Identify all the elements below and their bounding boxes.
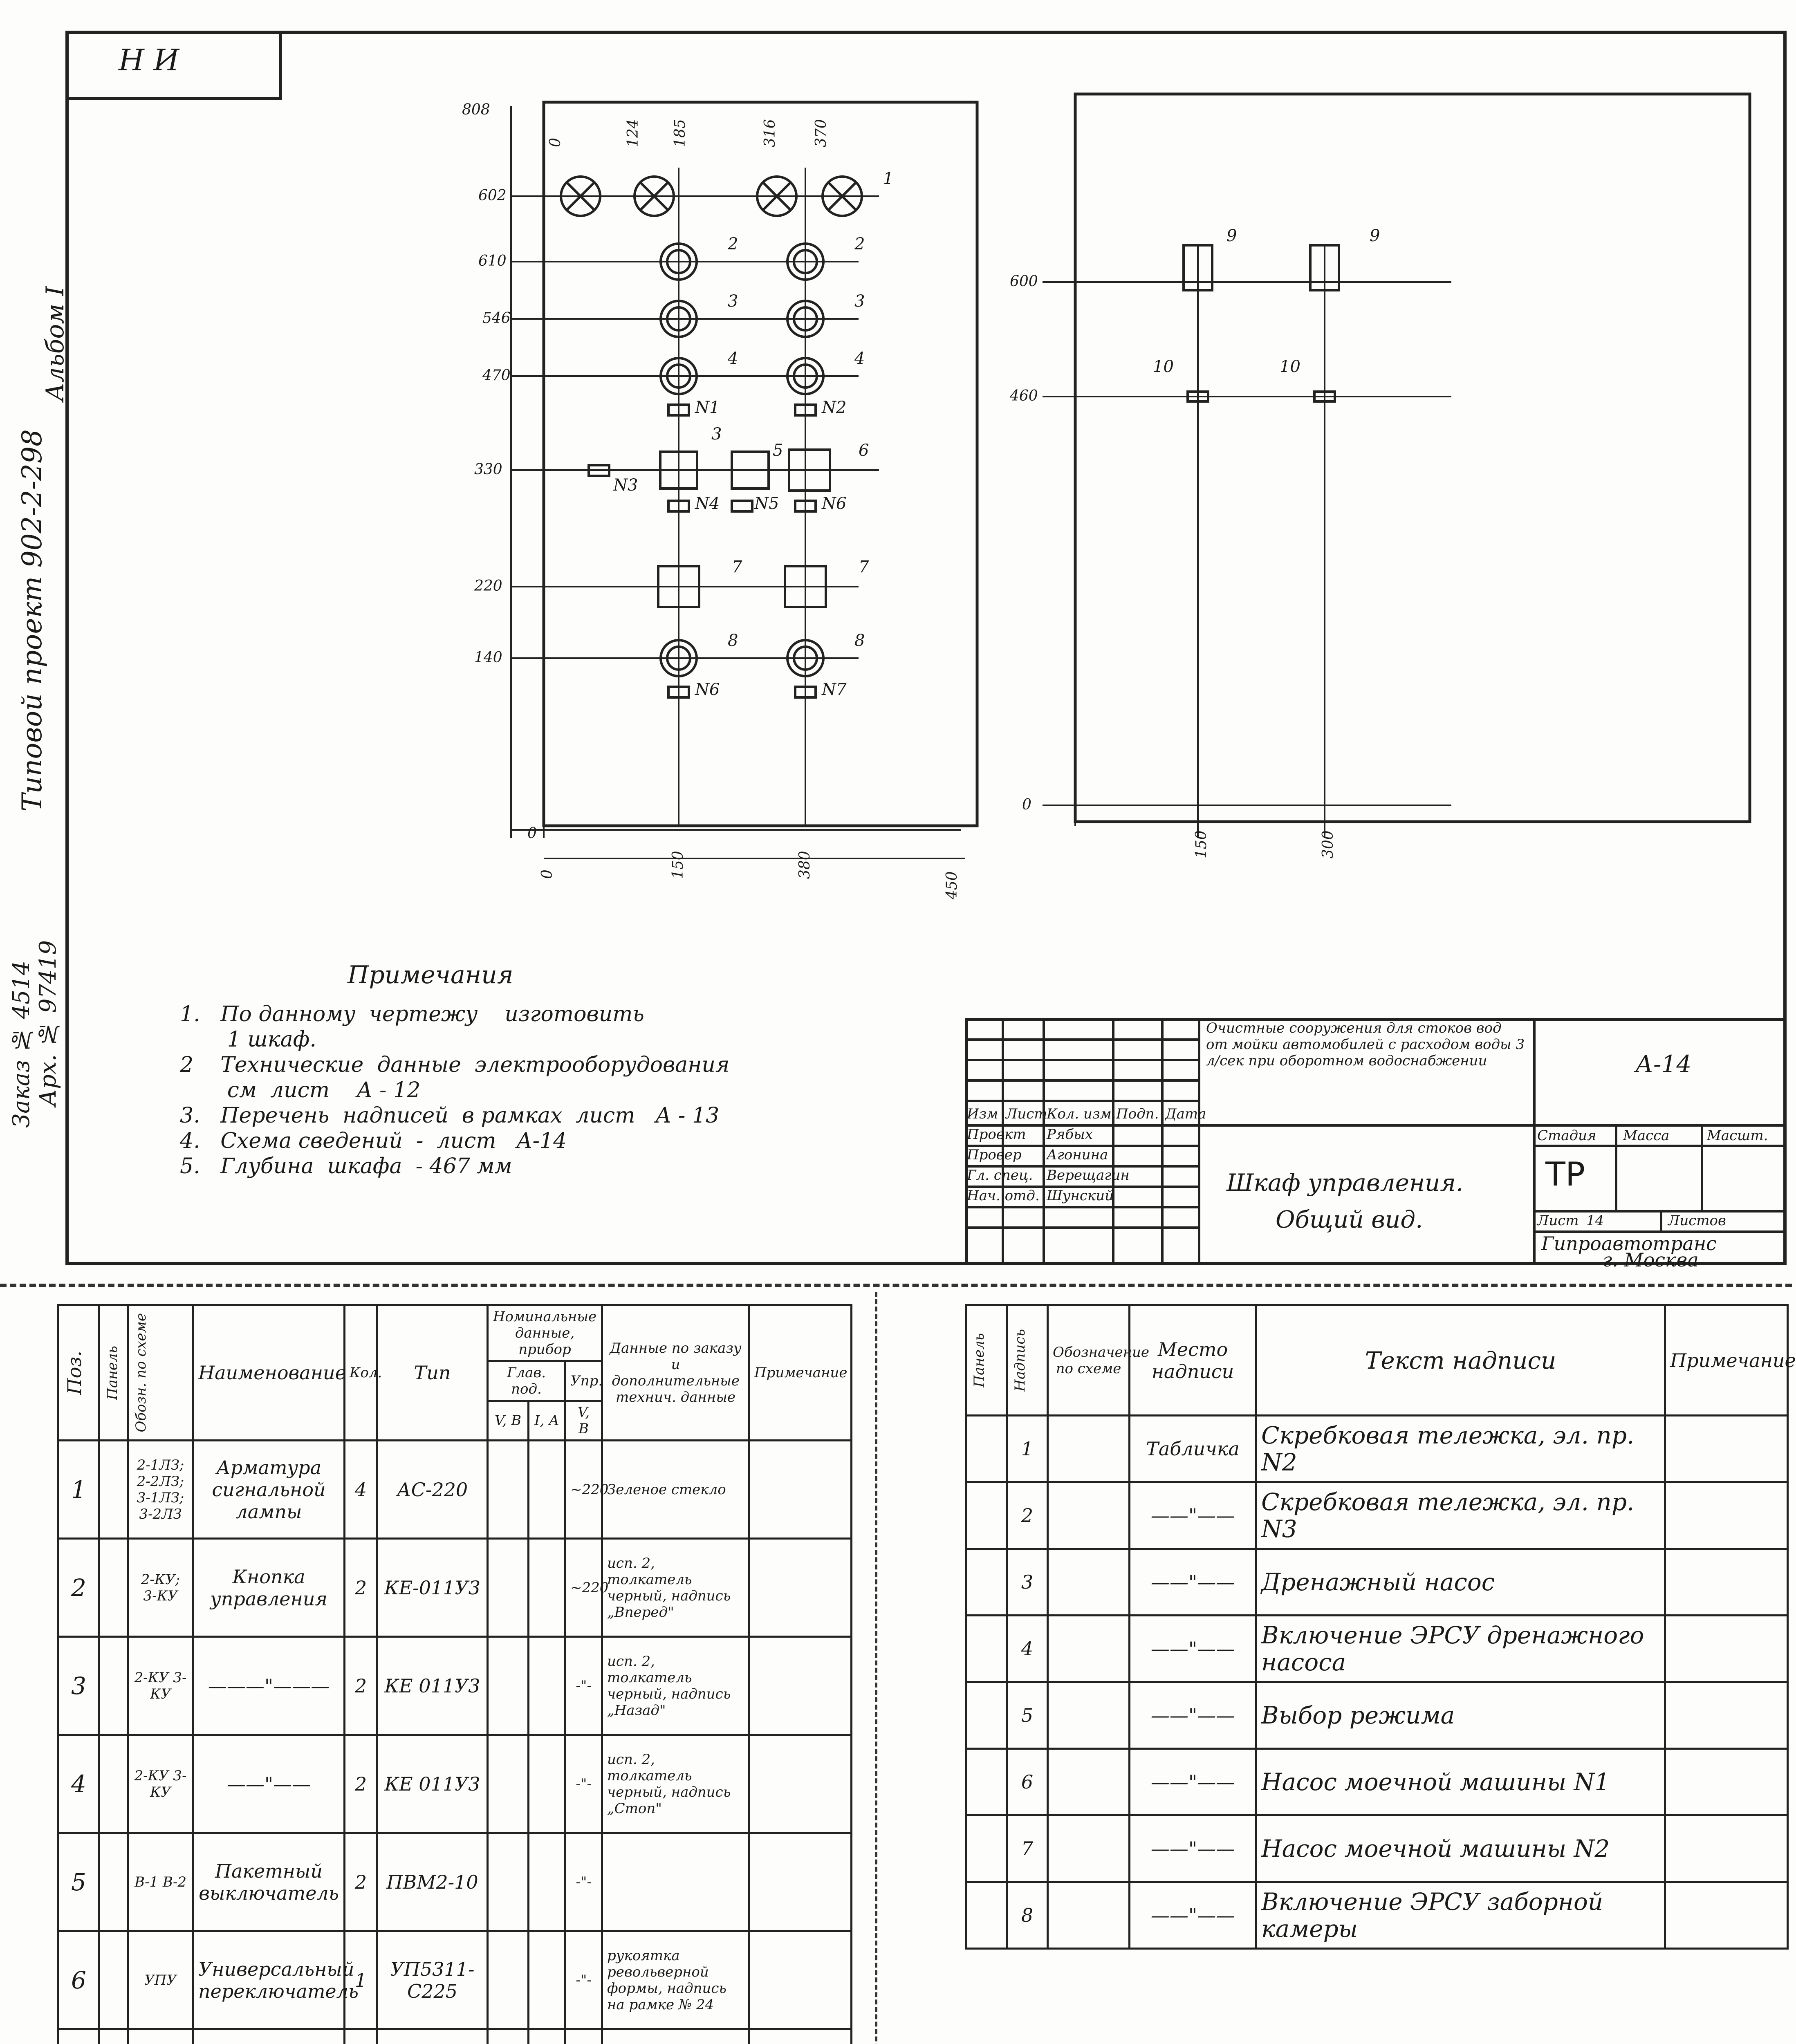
spec-v bbox=[488, 2029, 529, 2044]
inscr-text: Насос моечной машины N1 bbox=[1256, 1749, 1665, 1815]
spec-name: Пакетный выключатель bbox=[193, 1833, 345, 1931]
inscr-panel bbox=[966, 1416, 1007, 1482]
sheet-num: 14 bbox=[1586, 1213, 1604, 1229]
svg-text:N6: N6 bbox=[695, 680, 720, 699]
spec-v2: ~220 bbox=[565, 1441, 602, 1539]
inscr-panel bbox=[966, 1682, 1007, 1749]
inscr-note bbox=[1665, 1416, 1788, 1482]
table-row bbox=[58, 1931, 852, 2029]
inscr-place: Табличка bbox=[1130, 1416, 1256, 1482]
svg-text:460: 460 bbox=[1010, 388, 1038, 404]
inscr-panel bbox=[966, 1882, 1007, 1949]
inscr-panel bbox=[966, 1749, 1007, 1815]
spec-type: УП5311-С225 bbox=[377, 1931, 488, 2029]
notes-list bbox=[180, 1002, 729, 1179]
spec-note bbox=[749, 1441, 852, 1539]
stage-label: Стадия bbox=[1537, 1127, 1596, 1144]
spec-note bbox=[749, 2029, 852, 2044]
svg-text:610: 610 bbox=[478, 253, 507, 269]
album-label: Альбом I bbox=[41, 286, 70, 401]
svg-text:N4: N4 bbox=[695, 494, 720, 513]
inscr-note bbox=[1665, 1815, 1788, 1882]
svg-text:9: 9 bbox=[1226, 226, 1237, 245]
spec-panel bbox=[99, 1735, 128, 1833]
inscr-designation bbox=[1048, 1682, 1130, 1749]
inscr-number: 4 bbox=[1007, 1616, 1048, 1682]
spec-name: Арматура сигнальной лампы bbox=[193, 1441, 345, 1539]
svg-text:124: 124 bbox=[625, 119, 641, 147]
typical-project-label: Типовой проект 902-2-298 bbox=[16, 429, 48, 812]
inscr-place: ——"—— bbox=[1130, 1482, 1256, 1549]
svg-text:0: 0 bbox=[547, 138, 564, 147]
svg-text:8: 8 bbox=[854, 631, 865, 650]
svg-text:470: 470 bbox=[482, 367, 511, 384]
role-label: Проект bbox=[967, 1126, 1026, 1143]
inscr-number: 8 bbox=[1007, 1882, 1048, 1949]
spec-qty: 2 bbox=[345, 1539, 377, 1637]
svg-text:3: 3 bbox=[854, 292, 865, 311]
inscr-text: Дренажный насос bbox=[1256, 1549, 1665, 1616]
col-name: Наименование bbox=[193, 1305, 345, 1441]
svg-text:10: 10 bbox=[1280, 357, 1300, 376]
svg-text:600: 600 bbox=[1010, 273, 1038, 290]
spec-qty: 1 bbox=[345, 1931, 377, 2029]
col-head: Лист bbox=[1006, 1106, 1047, 1122]
spec-note bbox=[749, 1735, 852, 1833]
spec-i bbox=[529, 2029, 565, 2044]
svg-text:N2: N2 bbox=[822, 398, 847, 417]
note-item: 1. По данному чертежу изготовить bbox=[180, 1002, 644, 1026]
note-item: 2 Технические данные электрооборудования bbox=[180, 1053, 730, 1077]
table-row bbox=[58, 1833, 852, 1931]
svg-text:4: 4 bbox=[854, 349, 865, 368]
spec-designation bbox=[128, 2029, 193, 2044]
spec-data: исп. 2, толкатель черный, надпись „Стоп" bbox=[602, 1735, 749, 1833]
sheet-divider-vertical bbox=[875, 1292, 877, 2044]
inscription-table bbox=[965, 1304, 1796, 1950]
spec-i bbox=[529, 1441, 565, 1539]
svg-text:4: 4 bbox=[728, 349, 738, 368]
spec-qty: 2 bbox=[345, 1833, 377, 1931]
col-data: Данные по заказу и дополнительные технич. данные bbox=[602, 1305, 749, 1441]
sheets-label: Листов bbox=[1668, 1213, 1726, 1229]
svg-text:0: 0 bbox=[527, 825, 537, 842]
spec-v2: -"- bbox=[565, 1833, 602, 1931]
inscr-note bbox=[1665, 1482, 1788, 1549]
spec-name: ——"—— bbox=[193, 1735, 345, 1833]
scale-label: Масшт. bbox=[1707, 1127, 1768, 1144]
svg-text:3: 3 bbox=[711, 425, 722, 444]
side-view-drawing bbox=[981, 90, 1758, 867]
sheet-label: Лист bbox=[1537, 1213, 1579, 1229]
col-v2: V, В bbox=[565, 1401, 602, 1441]
table-row bbox=[966, 1549, 1788, 1616]
inscr-note bbox=[1665, 1882, 1788, 1949]
front-view-drawing bbox=[450, 90, 1002, 899]
inscr-note bbox=[1665, 1749, 1788, 1815]
spec-designation: УПУ bbox=[128, 1931, 193, 2029]
spec-v bbox=[488, 1441, 529, 1539]
spec-pos: 4 bbox=[58, 1735, 99, 1833]
svg-text:150: 150 bbox=[670, 851, 686, 879]
inscr-number: 5 bbox=[1007, 1682, 1048, 1749]
svg-text:380: 380 bbox=[796, 851, 813, 879]
inscr-note bbox=[1665, 1549, 1788, 1616]
spec-pos: 6 bbox=[58, 1931, 99, 2029]
inscr-place: ——"—— bbox=[1130, 1749, 1256, 1815]
spec-designation: В-1 В-2 bbox=[128, 1833, 193, 1931]
person-name: Рябых bbox=[1047, 1126, 1093, 1143]
col-i: I, А bbox=[529, 1401, 565, 1441]
table-row bbox=[966, 1682, 1788, 1749]
spec-type: КЕ 011У3 bbox=[377, 1735, 488, 1833]
spec-i bbox=[529, 1539, 565, 1637]
svg-text:0: 0 bbox=[1022, 796, 1031, 813]
note-item: 5. Глубина шкафа - 467 мм bbox=[180, 1154, 512, 1179]
spec-panel bbox=[99, 1637, 128, 1735]
spec-pos: 2 bbox=[58, 1539, 99, 1637]
spec-panel bbox=[99, 1441, 128, 1539]
col-designation: Обозн. по схеме bbox=[133, 1313, 149, 1432]
svg-text:330: 330 bbox=[474, 461, 502, 478]
inscr-designation bbox=[1048, 1482, 1130, 1549]
svg-text:546: 546 bbox=[482, 310, 511, 327]
inscr-panel bbox=[966, 1616, 1007, 1682]
spec-designation: 2-КУ; 3-КУ bbox=[128, 1539, 193, 1637]
spec-v2: -"- bbox=[565, 1735, 602, 1833]
col-nom-ctrl: Упр. bbox=[565, 1361, 602, 1401]
spec-pos: 1 bbox=[58, 1441, 99, 1539]
col-type: Тип bbox=[377, 1305, 488, 1441]
svg-text:0: 0 bbox=[539, 870, 556, 879]
spec-qty: 2 bbox=[345, 1735, 377, 1833]
object-text: Очистные сооружения для стоков вод от мойки автомобилей с расходом воды 3 л/сек при оборотном водоснабжении bbox=[1206, 1020, 1525, 1069]
inscr-text: Включение ЭРСУ дренажного насоса bbox=[1256, 1616, 1665, 1682]
inscr-panel bbox=[966, 1482, 1007, 1549]
svg-text:300: 300 bbox=[1320, 830, 1336, 858]
spec-note bbox=[749, 1637, 852, 1735]
spec-panel bbox=[99, 1539, 128, 1637]
spec-qty: 4 bbox=[345, 1441, 377, 1539]
spec-note bbox=[749, 1539, 852, 1637]
spec-designation: 2-КУ 3-КУ bbox=[128, 1735, 193, 1833]
spec-panel bbox=[99, 1931, 128, 2029]
spec-v2: ~220 bbox=[565, 1539, 602, 1637]
spec-data bbox=[602, 2029, 749, 2044]
sheet-code: А-14 bbox=[1635, 1050, 1692, 1078]
spec-name: ———"——— bbox=[193, 1637, 345, 1735]
inscr-number: 1 bbox=[1007, 1416, 1048, 1482]
inscr-place: ——"—— bbox=[1130, 1616, 1256, 1682]
spec-v bbox=[488, 1735, 529, 1833]
spec-data: Зеленое стекло bbox=[602, 1441, 749, 1539]
inscr-designation bbox=[1048, 1616, 1130, 1682]
col-panel: Панель bbox=[971, 1333, 987, 1387]
col-head: Кол. изм. bbox=[1047, 1106, 1116, 1122]
inscr-designation bbox=[1048, 1749, 1130, 1815]
title-block-a14 bbox=[965, 1018, 1787, 1271]
svg-text:6: 6 bbox=[859, 441, 869, 460]
spec-panel bbox=[99, 2029, 128, 2044]
spec-type bbox=[377, 2029, 488, 2044]
svg-text:316: 316 bbox=[762, 119, 778, 147]
svg-text:N7: N7 bbox=[822, 680, 847, 699]
col-place: Место надписи bbox=[1130, 1305, 1256, 1416]
mass-label: Масса bbox=[1623, 1127, 1670, 1144]
spec-note bbox=[749, 1931, 852, 2029]
note-item: 4. Схема сведений - лист А-14 bbox=[180, 1129, 567, 1153]
col-panel: Панель bbox=[104, 1345, 121, 1400]
col-nominal: Номинальные данные, прибор bbox=[488, 1305, 602, 1361]
inscr-text: Насос моечной машины N2 bbox=[1256, 1815, 1665, 1882]
svg-text:150: 150 bbox=[1193, 830, 1210, 858]
inscr-designation bbox=[1048, 1549, 1130, 1616]
svg-text:7: 7 bbox=[859, 558, 869, 576]
table-row bbox=[966, 1815, 1788, 1882]
drawing-title-2: Общий вид. bbox=[1276, 1206, 1423, 1233]
person-name: Шунский bbox=[1047, 1188, 1114, 1204]
col-note: Примечание bbox=[1665, 1305, 1788, 1416]
svg-text:8: 8 bbox=[728, 631, 738, 650]
col-designation: Обозначение по схеме bbox=[1048, 1305, 1130, 1416]
order-label: Заказ № 4514 bbox=[8, 961, 35, 1128]
col-head: Дата bbox=[1165, 1106, 1206, 1122]
svg-text:2: 2 bbox=[854, 235, 865, 253]
inscr-note bbox=[1665, 1616, 1788, 1682]
inscr-panel bbox=[966, 1815, 1007, 1882]
inscr-place: ——"—— bbox=[1130, 1549, 1256, 1616]
note-item: 3. Перечень надписей в рамках лист А - 13 bbox=[180, 1103, 720, 1128]
org-name: Гипроавтотранс bbox=[1541, 1233, 1717, 1255]
col-note: Примечание bbox=[749, 1305, 852, 1441]
inscr-place: ——"—— bbox=[1130, 1882, 1256, 1949]
spec-name: Универсальный переключатель bbox=[193, 1931, 345, 2029]
inscr-place: ——"—— bbox=[1130, 1815, 1256, 1882]
table-row bbox=[58, 1735, 852, 1833]
inscr-number: 6 bbox=[1007, 1749, 1048, 1815]
stage-value: ТР bbox=[1545, 1155, 1585, 1193]
spec-type: КЕ-011У3 bbox=[377, 1539, 488, 1637]
table-row bbox=[58, 1441, 852, 1539]
spec-data bbox=[602, 1833, 749, 1931]
svg-text:3: 3 bbox=[728, 292, 738, 311]
inscr-designation bbox=[1048, 1815, 1130, 1882]
role-label: Гл. спец. bbox=[967, 1167, 1033, 1183]
org-city: г. Москва bbox=[1603, 1249, 1699, 1271]
table-row bbox=[966, 1416, 1788, 1482]
spec-i bbox=[529, 1931, 565, 2029]
spec-table bbox=[57, 1304, 852, 2044]
spec-v bbox=[488, 1833, 529, 1931]
spec-type: КЕ 011У3 bbox=[377, 1637, 488, 1735]
spec-designation: 2-1ЛЗ; 2-2ЛЗ; 3-1ЛЗ; 3-2ЛЗ bbox=[128, 1441, 193, 1539]
person-name: Верещагин bbox=[1047, 1167, 1130, 1183]
spec-type: АС-220 bbox=[377, 1441, 488, 1539]
spec-pos bbox=[58, 2029, 99, 2044]
inscr-number: 7 bbox=[1007, 1815, 1048, 1882]
table-row bbox=[58, 1637, 852, 1735]
spec-data: исп. 2, толкатель черный, надпись „Назад" bbox=[602, 1637, 749, 1735]
person-name: Агонина bbox=[1047, 1147, 1108, 1163]
spec-v2 bbox=[565, 2029, 602, 2044]
spec-pos: 3 bbox=[58, 1637, 99, 1735]
spec-qty: 2 bbox=[345, 1637, 377, 1735]
spec-designation: 2-КУ 3-КУ bbox=[128, 1637, 193, 1735]
col-qty: Кол. bbox=[345, 1305, 377, 1441]
inscr-panel bbox=[966, 1549, 1007, 1616]
table-row bbox=[966, 1482, 1788, 1549]
table-row bbox=[58, 2029, 852, 2044]
svg-text:370: 370 bbox=[813, 119, 830, 147]
sheet-divider bbox=[0, 1284, 1792, 1287]
svg-text:N3: N3 bbox=[613, 476, 638, 495]
role-label: Нач. отд. bbox=[967, 1188, 1040, 1204]
svg-text:10: 10 bbox=[1153, 357, 1174, 376]
inscr-number: 2 bbox=[1007, 1482, 1048, 1549]
svg-text:7: 7 bbox=[732, 558, 742, 576]
svg-text:N5: N5 bbox=[754, 494, 779, 513]
spec-i bbox=[529, 1637, 565, 1735]
svg-text:140: 140 bbox=[474, 649, 502, 666]
spec-name bbox=[193, 2029, 345, 2044]
col-text: Текст надписи bbox=[1256, 1305, 1665, 1416]
spec-note bbox=[749, 1833, 852, 1931]
drawing-title-1: Шкаф управления. bbox=[1226, 1169, 1464, 1197]
svg-text:2: 2 bbox=[728, 235, 738, 253]
spec-panel bbox=[99, 1833, 128, 1931]
col-head: Подп. bbox=[1116, 1106, 1159, 1122]
inscr-place: ——"—— bbox=[1130, 1682, 1256, 1749]
spec-v2: -"- bbox=[565, 1637, 602, 1735]
table-row bbox=[966, 1749, 1788, 1815]
spec-v bbox=[488, 1931, 529, 2029]
inscr-note bbox=[1665, 1682, 1788, 1749]
table-row bbox=[966, 1882, 1788, 1949]
level-top: 808 bbox=[462, 101, 490, 118]
spec-data: исп. 2, толкатель черный, надпись „Вперед" bbox=[602, 1539, 749, 1637]
inscr-designation bbox=[1048, 1882, 1130, 1949]
role-label: Провер bbox=[967, 1147, 1022, 1163]
svg-text:1: 1 bbox=[883, 169, 894, 188]
col-v: V, В bbox=[488, 1401, 529, 1441]
col-nom-voltage: Глав. под. bbox=[488, 1361, 565, 1401]
archive-label: Арх. № 97419 bbox=[35, 940, 61, 1107]
svg-text:450: 450 bbox=[944, 871, 960, 899]
col-head: Изм bbox=[967, 1106, 998, 1122]
notes-title: Примечания bbox=[348, 961, 513, 989]
spec-qty bbox=[345, 2029, 377, 2044]
svg-text:220: 220 bbox=[474, 578, 502, 594]
spec-i bbox=[529, 1833, 565, 1931]
col-pos: Поз. bbox=[63, 1351, 85, 1395]
corner-stamp: Н И bbox=[119, 43, 179, 77]
svg-text:5: 5 bbox=[773, 441, 783, 460]
spec-v bbox=[488, 1637, 529, 1735]
inscr-text: Скребковая тележка, эл. пр. N2 bbox=[1256, 1416, 1665, 1482]
spec-v2: -"- bbox=[565, 1931, 602, 2029]
table-row bbox=[58, 1539, 852, 1637]
spec-v bbox=[488, 1539, 529, 1637]
note-item: см лист А - 12 bbox=[180, 1078, 421, 1103]
inscr-designation bbox=[1048, 1416, 1130, 1482]
table-row bbox=[966, 1616, 1788, 1682]
spec-i bbox=[529, 1735, 565, 1833]
inscr-number: 3 bbox=[1007, 1549, 1048, 1616]
svg-text:N1: N1 bbox=[695, 398, 720, 417]
svg-text:185: 185 bbox=[672, 119, 688, 147]
note-item: 1 шкаф. bbox=[180, 1027, 316, 1052]
spec-type: ПВМ2-10 bbox=[377, 1833, 488, 1931]
spec-pos: 5 bbox=[58, 1833, 99, 1931]
col-inscription: Надпись bbox=[1012, 1329, 1028, 1392]
inscr-text: Включение ЭРСУ заборной камеры bbox=[1256, 1882, 1665, 1949]
svg-text:602: 602 bbox=[478, 187, 507, 204]
spec-name: Кнопка управления bbox=[193, 1539, 345, 1637]
inscr-text: Выбор режима bbox=[1256, 1682, 1665, 1749]
svg-text:9: 9 bbox=[1370, 226, 1380, 245]
inscr-text: Скребковая тележка, эл. пр. N3 bbox=[1256, 1482, 1665, 1549]
svg-text:N6: N6 bbox=[822, 494, 847, 513]
spec-data: рукоятка револьверной формы, надпись на рамке № 24 bbox=[602, 1931, 749, 2029]
